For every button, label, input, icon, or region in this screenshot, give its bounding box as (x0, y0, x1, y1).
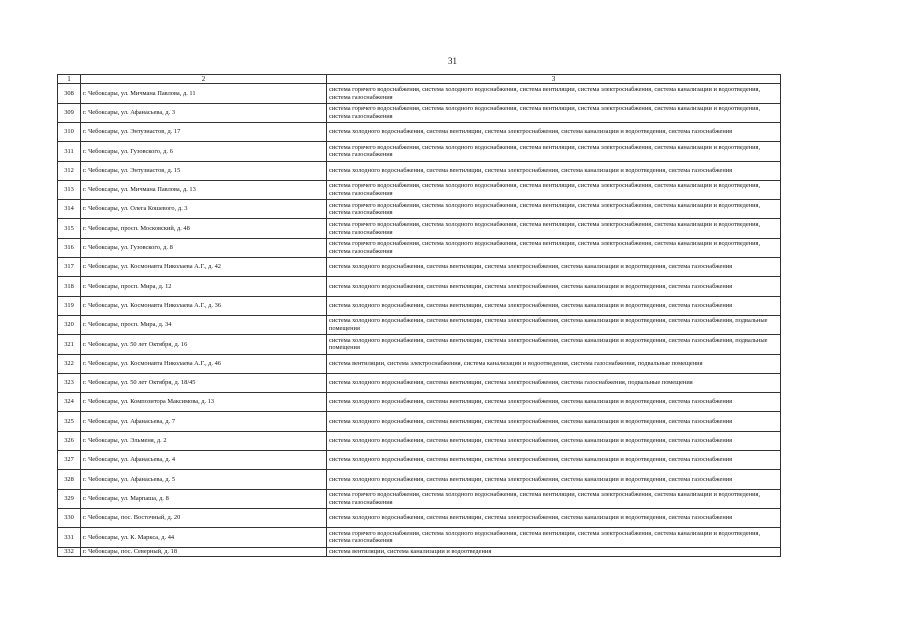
row-number: 321 (58, 335, 81, 354)
table-row (58, 161, 781, 180)
row-address: г. Чебоксары, пос. Северный, д. 18 (81, 547, 327, 556)
row-address: г. Чебоксары, ул. Олега Кошевого, д. 3 (81, 200, 327, 219)
row-systems: система вентиляции, система электроснабжения, система канализации и водоотведения, система газоснабжения, подвальные помещения (327, 354, 781, 373)
table-row (58, 451, 781, 470)
table-row (58, 528, 781, 547)
row-address: г. Чебоксары, ул. Эльменя, д. 2 (81, 431, 327, 450)
row-systems: система холодного водоснабжения, система вентиляции, система электроснабжения, система канализации и водоотведения, система газоснабжения, подвальные помещения (327, 315, 781, 334)
row-systems: система холодного водоснабжения, система вентиляции, система электроснабжения, система газоснабжения, подвальные помещения (327, 373, 781, 392)
row-number: 329 (58, 489, 81, 508)
row-systems: система холодного водоснабжения, система вентиляции, система электроснабжения, система канализации и водоотведения, система газоснабжения (327, 277, 781, 296)
table-row (58, 238, 781, 257)
row-number: 310 (58, 122, 81, 141)
row-address: г. Чебоксары, просп. Московский, д. 48 (81, 219, 327, 238)
row-systems: система холодного водоснабжения, система вентиляции, система электроснабжения, система канализации и водоотведения, система газоснабжения (327, 122, 781, 141)
row-number: 320 (58, 315, 81, 334)
row-number: 316 (58, 238, 81, 257)
row-systems: система горячего водоснабжения, система холодного водоснабжения, система вентиляции, система электроснабжения, система канализации и водоотведения, система газоснабжения (327, 200, 781, 219)
page-number: 31 (448, 56, 457, 66)
table-row (58, 219, 781, 238)
row-systems: система горячего водоснабжения, система холодного водоснабжения, система вентиляции, система электроснабжения, система канализации и водоотведения, система газоснабжения (327, 84, 781, 103)
row-number: 328 (58, 470, 81, 489)
row-address: г. Чебоксары, ул. Космонавта Николаева А.Г., д. 36 (81, 296, 327, 315)
row-address: г. Чебоксары, ул. Афанасьева, д. 3 (81, 103, 327, 122)
header-cell-2: 2 (81, 75, 327, 84)
row-systems: система горячего водоснабжения, система холодного водоснабжения, система вентиляции, система электроснабжения, система канализации и водоотведения, система газоснабжения (327, 238, 781, 257)
row-systems: система горячего водоснабжения, система холодного водоснабжения, система вентиляции, система электроснабжения, система канализации и водоотведения, система газоснабжения (327, 489, 781, 508)
row-systems: система холодного водоснабжения, система вентиляции, система электроснабжения, система канализации и водоотведения, система газоснабжения (327, 161, 781, 180)
row-address: г. Чебоксары, ул. Афанасьева, д. 7 (81, 412, 327, 431)
row-number: 313 (58, 180, 81, 199)
row-systems: система холодного водоснабжения, система вентиляции, система электроснабжения, система канализации и водоотведения, система газоснабжения (327, 258, 781, 277)
table-row (58, 393, 781, 412)
table-row (58, 84, 781, 103)
table-row (58, 103, 781, 122)
row-address: г. Чебоксары, ул. 50 лет Октября, д. 18/45 (81, 373, 327, 392)
row-systems: система холодного водоснабжения, система вентиляции, система электроснабжения, система канализации и водоотведения, система газоснабжения (327, 296, 781, 315)
row-number: 331 (58, 528, 81, 547)
row-number: 325 (58, 412, 81, 431)
table-row (58, 277, 781, 296)
row-systems: система холодного водоснабжения, система вентиляции, система электроснабжения, система канализации и водоотведения, система газоснабжения, подвальные помещения (327, 335, 781, 354)
row-address: г. Чебоксары, ул. Космонавта Николаева А.Г., д. 42 (81, 258, 327, 277)
row-number: 327 (58, 451, 81, 470)
table-row (58, 489, 781, 508)
objects-table (57, 74, 781, 557)
row-address: г. Чебоксары, просп. Мира, д. 12 (81, 277, 327, 296)
row-number: 318 (58, 277, 81, 296)
table-row (58, 373, 781, 392)
row-address: г. Чебоксары, ул. Композитора Максимова, д. 13 (81, 393, 327, 412)
row-systems: система вентиляции, система канализации и водоотведения (327, 547, 781, 556)
row-number: 319 (58, 296, 81, 315)
table-row (58, 335, 781, 354)
row-systems: система холодного водоснабжения, система вентиляции, система электроснабжения, система канализации и водоотведения, система газоснабжения (327, 508, 781, 527)
row-number: 330 (58, 508, 81, 527)
row-address: г. Чебоксары, ул. 50 лет Октября, д. 16 (81, 335, 327, 354)
table-row (58, 200, 781, 219)
row-number: 309 (58, 103, 81, 122)
row-address: г. Чебоксары, ул. Гузовского, д. 8 (81, 238, 327, 257)
header-cell-1: 1 (58, 75, 81, 84)
row-systems: система холодного водоснабжения, система вентиляции, система электроснабжения, система канализации и водоотведения, система газоснабжения (327, 393, 781, 412)
table-row (58, 354, 781, 373)
row-systems: система горячего водоснабжения, система холодного водоснабжения, система вентиляции, система электроснабжения, система канализации и водоотведения, система газоснабжения (327, 528, 781, 547)
row-number: 311 (58, 142, 81, 161)
row-systems: система горячего водоснабжения, система холодного водоснабжения, система вентиляции, система электроснабжения, система канализации и водоотведения, система газоснабжения (327, 142, 781, 161)
row-address: г. Чебоксары, просп. Мира, д. 34 (81, 315, 327, 334)
row-systems: система горячего водоснабжения, система холодного водоснабжения, система вентиляции, система электроснабжения, система канализации и водоотведения, система газоснабжения (327, 219, 781, 238)
table-row (58, 296, 781, 315)
table-row (58, 547, 781, 556)
header-row (58, 75, 781, 84)
row-number: 312 (58, 161, 81, 180)
row-address: г. Чебоксары, ул. К. Маркса, д. 44 (81, 528, 327, 547)
row-systems: система холодного водоснабжения, система вентиляции, система электроснабжения, система канализации и водоотведения, система газоснабжения (327, 431, 781, 450)
table-row (58, 470, 781, 489)
row-address: г. Чебоксары, ул. Энтузиастов, д. 15 (81, 161, 327, 180)
table-row (58, 315, 781, 334)
row-address: г. Чебоксары, ул. Мичмана Павлова, д. 11 (81, 84, 327, 103)
row-address: г. Чебоксары, ул. Гузовского, д. 6 (81, 142, 327, 161)
row-number: 315 (58, 219, 81, 238)
table-row (58, 508, 781, 527)
table-row (58, 412, 781, 431)
row-address: г. Чебоксары, ул. Космонавта Николаева А.Г., д. 46 (81, 354, 327, 373)
row-systems: система холодного водоснабжения, система вентиляции, система электроснабжения, система канализации и водоотведения, система газоснабжения (327, 412, 781, 431)
row-address: г. Чебоксары, ул. Афанасьева, д. 4 (81, 451, 327, 470)
row-address: г. Чебоксары, ул. Марпаша, д. 8 (81, 489, 327, 508)
header-cell-3: 3 (327, 75, 781, 84)
row-number: 314 (58, 200, 81, 219)
row-address: г. Чебоксары, ул. Афанасьева, д. 5 (81, 470, 327, 489)
row-systems: система холодного водоснабжения, система вентиляции, система электроснабжения, система канализации и водоотведения, система газоснабжения (327, 451, 781, 470)
table-body (58, 75, 781, 557)
row-number: 324 (58, 393, 81, 412)
row-address: г. Чебоксары, ул. Энтузиастов, д. 17 (81, 122, 327, 141)
row-systems: система горячего водоснабжения, система холодного водоснабжения, система вентиляции, система электроснабжения, система канализации и водоотведения, система газоснабжения (327, 180, 781, 199)
row-systems: система холодного водоснабжения, система вентиляции, система электроснабжения, система канализации и водоотведения, система газоснабжения (327, 470, 781, 489)
row-address: г. Чебоксары, ул. Мичмана Павлова, д. 13 (81, 180, 327, 199)
row-address: г. Чебоксары, пос. Восточный, д. 20 (81, 508, 327, 527)
row-number: 326 (58, 431, 81, 450)
table-row (58, 431, 781, 450)
row-number: 322 (58, 354, 81, 373)
table-row (58, 142, 781, 161)
row-number: 317 (58, 258, 81, 277)
row-number: 323 (58, 373, 81, 392)
row-systems: система горячего водоснабжения, система холодного водоснабжения, система вентиляции, система электроснабжения, система канализации и водоотведения, система газоснабжения (327, 103, 781, 122)
table-row (58, 122, 781, 141)
row-number: 308 (58, 84, 81, 103)
table-row (58, 180, 781, 199)
row-number: 332 (58, 547, 81, 556)
table-row (58, 258, 781, 277)
